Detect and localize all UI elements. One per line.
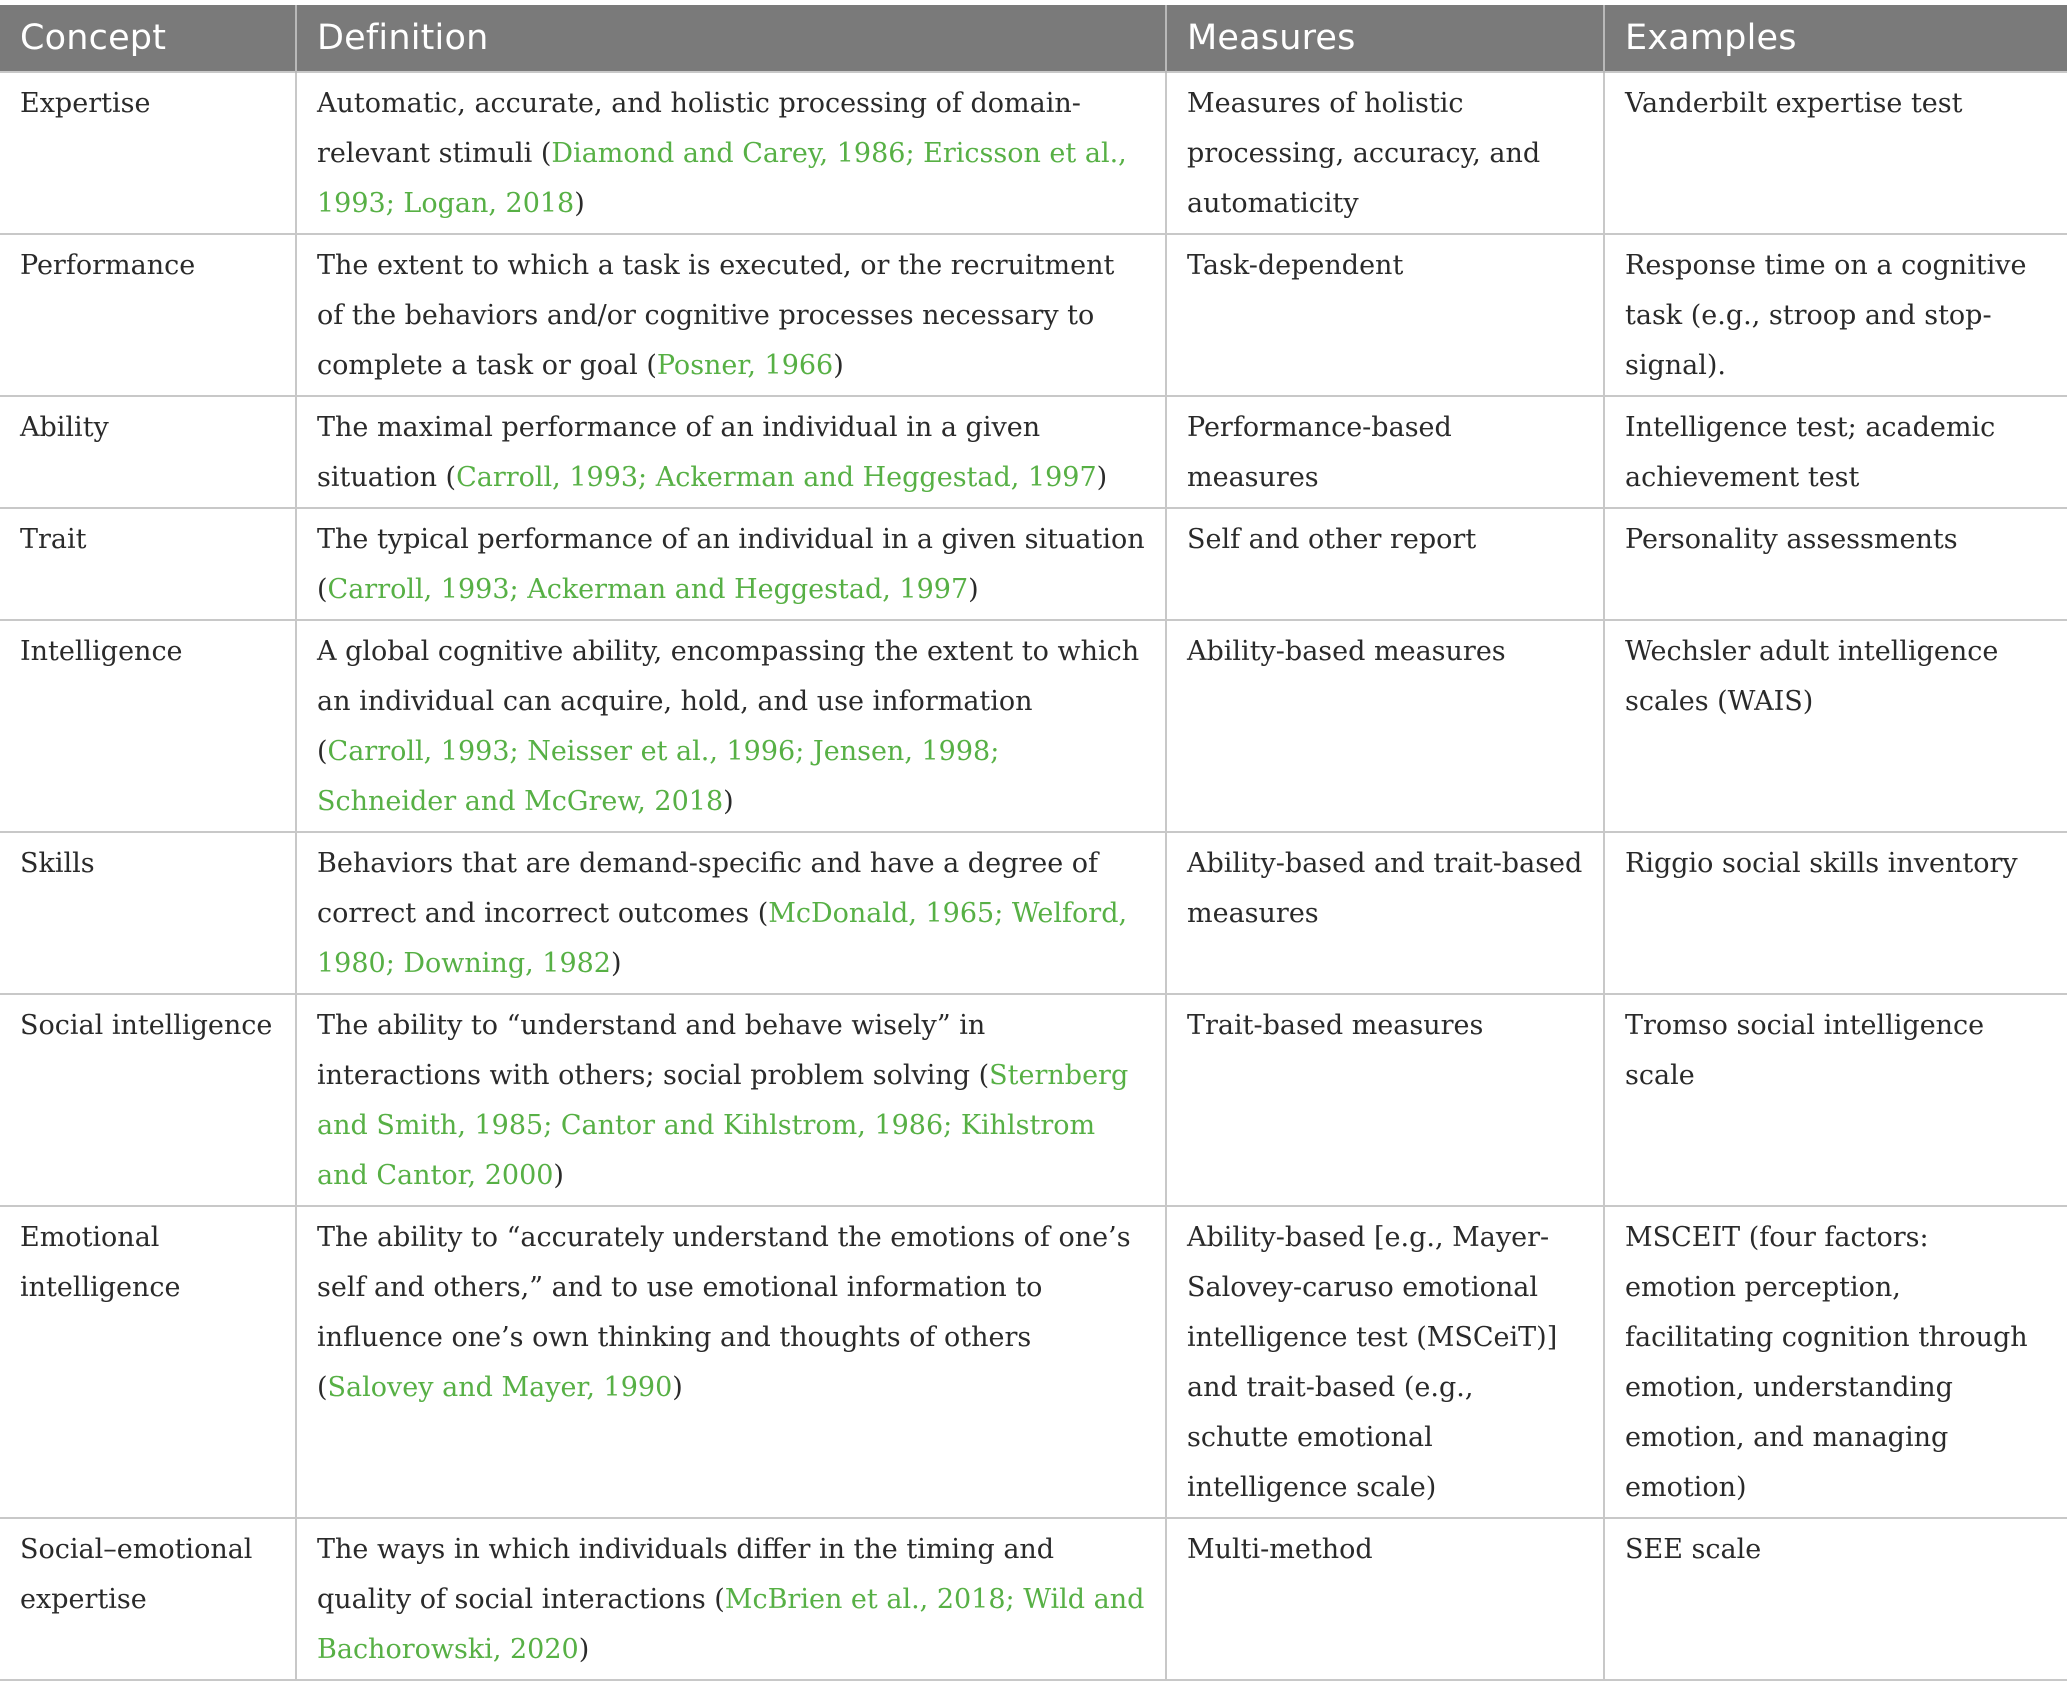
concept-cell: Performance	[0, 234, 296, 396]
definition-close: )	[1096, 462, 1108, 493]
examples-cell: Response time on a cognitive task (e.g., stroop and stop-signal).	[1604, 234, 2067, 396]
table-row	[0, 1206, 2067, 1518]
citation-link[interactable]: Posner, 1966	[656, 350, 834, 381]
definition-close: )	[610, 948, 622, 979]
measures-cell: Task-dependent	[1166, 234, 1604, 396]
header-definition: Definition	[296, 5, 1166, 72]
concept-cell: Expertise	[0, 72, 296, 234]
definition-close: )	[833, 350, 844, 381]
examples-cell: Personality assessments	[1604, 508, 2067, 620]
header-row	[0, 5, 2067, 72]
concept-cell: Skills	[0, 832, 296, 994]
concepts-table-container	[0, 5, 2067, 1681]
measures-cell: Ability-based and trait-based measures	[1166, 832, 1604, 994]
measures-cell: Ability-based measures	[1166, 620, 1604, 832]
citation-link[interactable]: Carroll, 1993; Ackerman and Heggestad, 1997	[327, 574, 969, 605]
definition-text: Behaviors that are demand-specific and have a degree of correct and incorrect outcomes (	[317, 848, 1099, 929]
table-row	[0, 234, 2067, 396]
measures-cell: Measures of holistic processing, accuracy, and automaticity	[1166, 72, 1604, 234]
definition-text: The extent to which a task is executed, or the recruitment of the behaviors and/or cognitive processes necessary to complete a task or goal (	[317, 250, 1115, 381]
table-row	[0, 832, 2067, 994]
citation-link[interactable]: Carroll, 1993; Neisser et al., 1996; Jensen, 1998; Schneider and McGrew, 2018	[317, 736, 1000, 817]
definition-cell	[296, 620, 1166, 832]
header-measures: Measures	[1166, 5, 1604, 72]
table-row	[0, 1518, 2067, 1680]
header-concept: Concept	[0, 5, 296, 72]
citation-link[interactable]: Carroll, 1993; Ackerman and Heggestad, 1997	[456, 462, 1097, 493]
measures-cell: Self and other report	[1166, 508, 1604, 620]
definition-cell	[296, 1206, 1166, 1518]
definition-cell	[296, 396, 1166, 508]
definition-close: )	[574, 188, 585, 219]
examples-cell: MSCEIT (four factors: emotion perception, facilitating cognition through emotion, understanding emotion, and managing emotion)	[1604, 1206, 2067, 1518]
definition-cell	[296, 1518, 1166, 1680]
definition-close: )	[968, 574, 979, 605]
definition-text: The ability to “understand and behave wisely” in interactions with others; social problem solving (	[317, 1010, 990, 1091]
measures-cell: Performance-based measures	[1166, 396, 1604, 508]
concept-cell: Intelligence	[0, 620, 296, 832]
concept-cell: Ability	[0, 396, 296, 508]
examples-cell: Riggio social skills inventory	[1604, 832, 2067, 994]
definition-text: The maximal performance of an individual in a given situation (	[317, 412, 1041, 493]
definition-close: )	[672, 1372, 683, 1403]
examples-cell: Intelligence test; academic achievement test	[1604, 396, 2067, 508]
concept-cell: Trait	[0, 508, 296, 620]
definition-close: )	[553, 1160, 564, 1191]
definition-cell	[296, 508, 1166, 620]
table-header	[0, 5, 2067, 72]
measures-cell: Trait-based measures	[1166, 994, 1604, 1206]
citation-link[interactable]: Salovey and Mayer, 1990	[327, 1372, 673, 1403]
definition-close: )	[578, 1634, 590, 1665]
measures-cell: Multi-method	[1166, 1518, 1604, 1680]
definition-text: A global cognitive ability, encompassing the extent to which an individual can acquire, hold, and use information (	[317, 636, 1140, 767]
table-body	[0, 72, 2067, 1680]
table-row	[0, 72, 2067, 234]
concepts-table	[0, 5, 2067, 1681]
definition-text: The typical performance of an individual in a given situation (	[317, 524, 1145, 605]
table-row	[0, 994, 2067, 1206]
citation-link[interactable]: McBrien et al., 2018; Wild and Bachorowski, 2020	[317, 1584, 1145, 1665]
definition-text: Automatic, accurate, and holistic processing of domain-relevant stimuli (	[317, 88, 1081, 169]
examples-cell: Tromso social intelligence scale	[1604, 994, 2067, 1206]
definition-text: The ability to “accurately understand the emotions of one’s self and others,” and to use emotional information to influence one’s own thinking and thoughts of others (	[317, 1222, 1131, 1403]
examples-cell: Vanderbilt expertise test	[1604, 72, 2067, 234]
definition-close: )	[723, 786, 734, 817]
table-row	[0, 620, 2067, 832]
examples-cell: SEE scale	[1604, 1518, 2067, 1680]
table-row	[0, 396, 2067, 508]
concept-cell: Emotional intelligence	[0, 1206, 296, 1518]
citation-link[interactable]: McDonald, 1965; Welford, 1980; Downing, 1982	[317, 898, 1128, 979]
concept-cell: Social–emotional expertise	[0, 1518, 296, 1680]
definition-text: The ways in which individuals differ in the timing and quality of social interactions (	[317, 1534, 1055, 1615]
header-examples: Examples	[1604, 5, 2067, 72]
definition-cell	[296, 72, 1166, 234]
concept-cell: Social intelligence	[0, 994, 296, 1206]
definition-cell	[296, 994, 1166, 1206]
examples-cell: Wechsler adult intelligence scales (WAIS)	[1604, 620, 2067, 832]
measures-cell: Ability-based [e.g., Mayer-Salovey-caruso emotional intelligence test (MSCeiT)] and trait-based (e.g., schutte emotional intelligence scale)	[1166, 1206, 1604, 1518]
definition-cell	[296, 234, 1166, 396]
citation-link[interactable]: Sternberg and Smith, 1985; Cantor and Kihlstrom, 1986; Kihlstrom and Cantor, 2000	[317, 1060, 1129, 1191]
citation-link[interactable]: Diamond and Carey, 1986; Ericsson et al., 1993; Logan, 2018	[317, 138, 1127, 219]
table-row	[0, 508, 2067, 620]
definition-cell	[296, 832, 1166, 994]
